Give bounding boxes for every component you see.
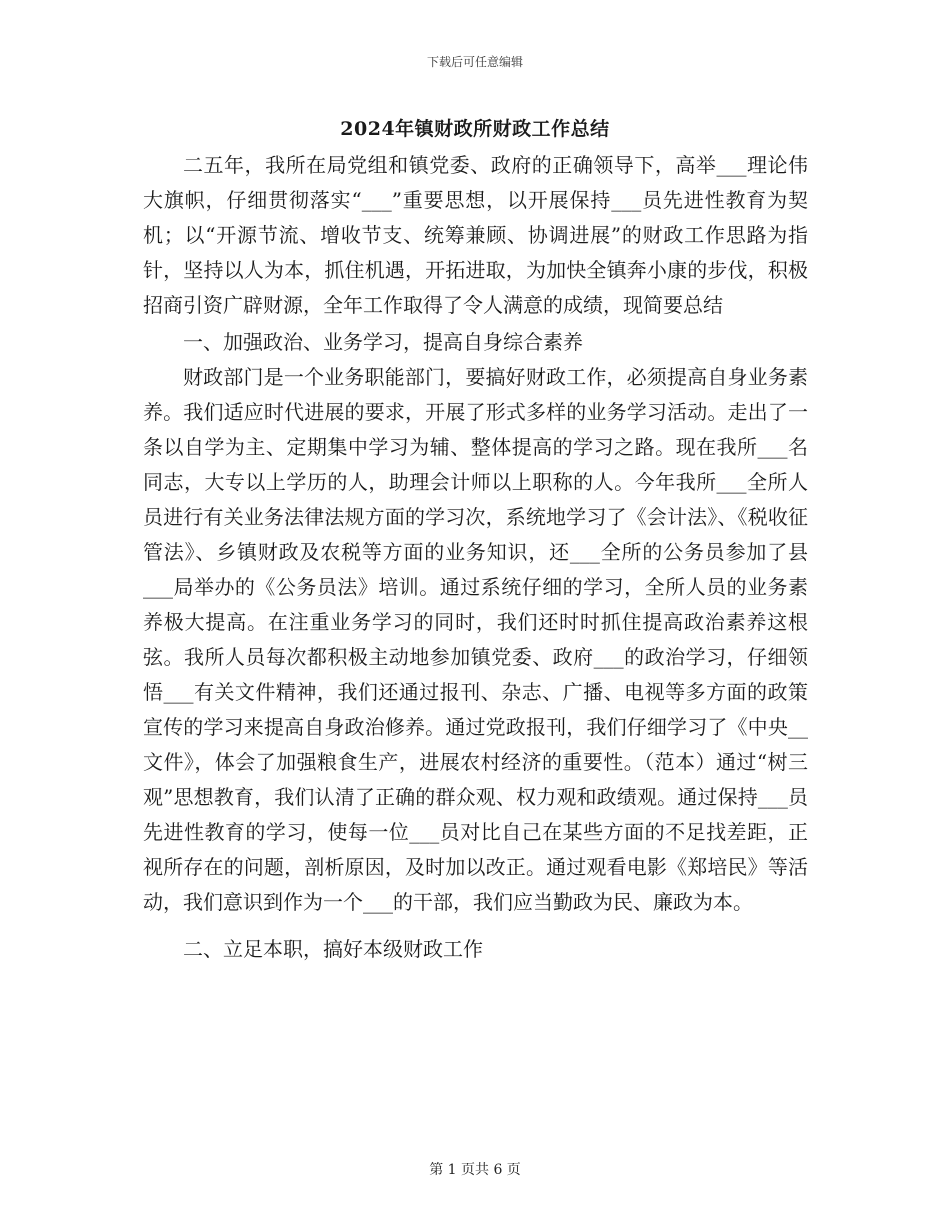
document-body [143, 148, 808, 967]
intro-paragraph: 二五年，我所在局党组和镇党委、政府的正确领导下，高举___理论伟大旗帜，仔细贯彻落实“___”重要思想，以开展保持___员先进性教育为契机；以“开源节流、增收节支、统筹兼顾、协调进展”的财政工作思路为指针，坚持以人为本，抓住机遇，开拓进取，为加快全镇奔小康的步伐，积极招商引资广辟财源，全年工作取得了令人满意的成绩，现简要总结 [143, 153, 808, 317]
section-1-paragraph: 财政部门是一个业务职能部门，要搞好财政工作，必须提高自身业务素养。我们适应时代进展的要求，开展了形式多样的业务学习活动。走出了一条以自学为主、定期集中学习为辅、整体提高的学习之路。现在我所___名同志，大专以上学历的人，助理会计师以上职称的人。今年我所___全所人员进行有关业务法律法规方面的学习次，系统地学习了《会计法》、《税收征管法》、乡镇财政及农税等方面的业务知识，还___全所的公务员参加了县___局举办的《公务员法》培训。通过系统仔细的学习，全所人员的业务素养极大提高。在注重业务学习的同时，我们还时时抓住提高政治素养这根弦。我所人员每次都积极主动地参加镇党委、政府___的政治学习，仔细领悟___有关文件精神，我们还通过报刊、杂志、广播、电视等多方面的政策宣传的学习来提高自身政治修养。通过党政报刊，我们仔细学习了《中央__文件》，体会了加强粮食生产，进展农村经济的重要性。（范本）通过“树三观”思想教育，我们认清了正确的群众观、权力观和政绩观。通过保持___员先进性教育的学习，使每一位___员对比自己在某些方面的不足找差距，正视所存在的问题，剖析原因，及时加以改正。通过观看电影《郑培民》等活动，我们意识到作为一个___的干部，我们应当勤政为民、廉政为本。 [143, 365, 808, 914]
section-heading-2: 二、立足本职，搞好本级财政工作 [183, 937, 483, 961]
section-heading-1: 一、加强政治、业务学习，提高自身综合素养 [183, 330, 583, 354]
document-title: 2024年镇财政所财政工作总结 [340, 118, 610, 140]
page-footer: 第 1 页共 6 页 [429, 1162, 521, 1178]
header-note: 下载后可任意编辑 [426, 55, 523, 69]
